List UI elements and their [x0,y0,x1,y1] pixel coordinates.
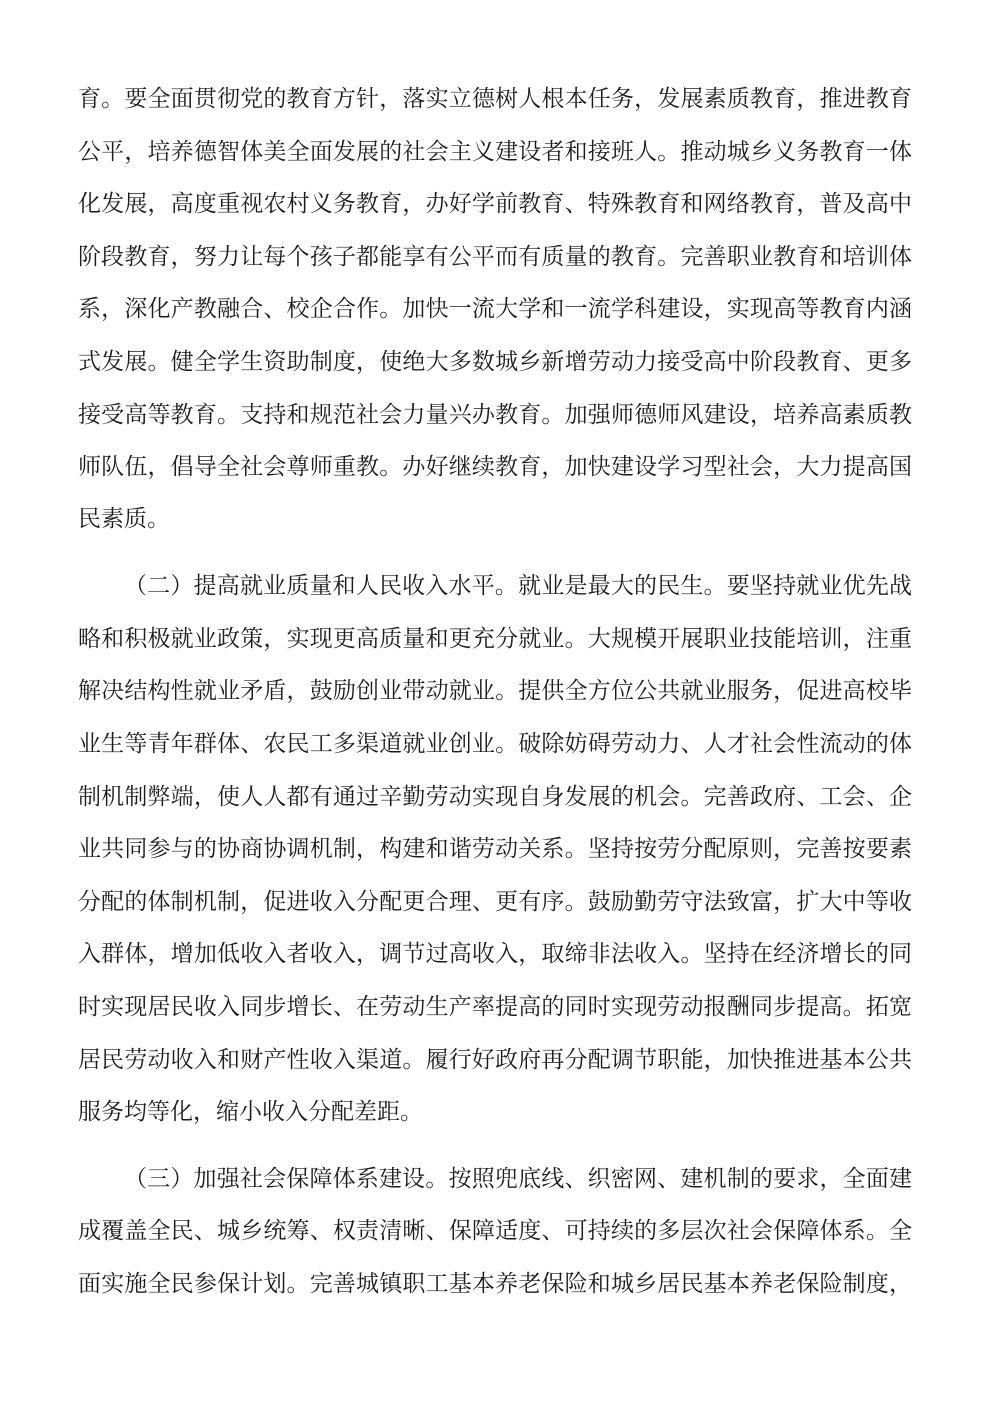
text-line: 成覆盖全民、城乡统筹、权责清晰、保障适度、可持续的多层次社会保障体系。全 [78,1218,912,1244]
text-line: 民素质。 [78,506,170,532]
text-line: 系，深化产教融合、校企合作。加快一流大学和一流学科建设，实现高等教育内涵 [78,296,912,322]
text-line: （二）提高就业质量和人民收入水平。就业是最大的民生。要坚持就业优先战 [124,573,912,599]
text-line: 公平，培养德智体美全面发展的社会主义建设者和接班人。推动城乡义务教育一体 [78,139,912,165]
text-line: 接受高等教育。支持和规范社会力量兴办教育。加强师德师风建设，培养高素质教 [78,402,912,428]
text-line: 业共同参与的协商协调机制，构建和谐劳动关系。坚持按劳分配原则，完善按要素 [78,836,912,862]
text-line: 化发展，高度重视农村义务教育，办好学前教育、特殊教育和网络教育，普及高中 [78,191,912,217]
text-line: 制机制弊端，使人人都有通过辛勤劳动实现自身发展的机会。完善政府、工会、企 [78,784,912,810]
text-line: 居民劳动收入和财产性收入渠道。履行好政府再分配调节职能，加快推进基本公共 [78,1047,912,1073]
text-line: 业生等青年群体、农民工多渠道就业创业。破除妨碍劳动力、人才社会性流动的体 [78,731,912,757]
text-line: 服务均等化，缩小收入分配差距。 [78,1099,423,1125]
text-line: 入群体，增加低收入者收入，调节过高收入，取缔非法收入。坚持在经济增长的同 [78,941,912,967]
text-line: 式发展。健全学生资助制度，使绝大多数城乡新增劳动力接受高中阶段教育、更多 [78,349,912,375]
text-line: 略和积极就业政策，实现更高质量和更充分就业。大规模开展职业技能培训，注重 [78,626,912,652]
text-line: 面实施全民参保计划。完善城镇职工基本养老保险和城乡居民基本养老保险制度， [78,1271,912,1297]
text-line: 育。要全面贯彻党的教育方针，落实立德树人根本任务，发展素质教育，推进教育 [78,86,912,112]
text-line: 时实现居民收入同步增长、在劳动生产率提高的同时实现劳动报酬同步提高。拓宽 [78,994,912,1020]
text-line: 阶段教育，努力让每个孩子都能享有公平而有质量的教育。完善职业教育和培训体 [78,244,912,270]
text-line: （三）加强社会保障体系建设。按照兜底线、织密网、建机制的要求，全面建 [124,1166,912,1192]
text-line: 分配的体制机制，促进收入分配更合理、更有序。鼓励勤劳守法致富，扩大中等收 [78,889,912,915]
text-line: 师队伍，倡导全社会尊师重教。办好继续教育，加快建设学习型社会，大力提高国 [78,454,912,480]
text-line: 解决结构性就业矛盾，鼓励创业带动就业。提供全方位公共就业服务，促进高校毕 [78,678,912,704]
